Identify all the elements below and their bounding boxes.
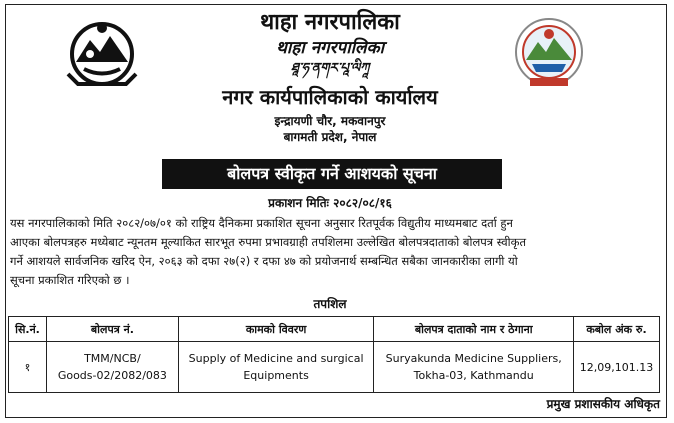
bid-no-line: TMM/NCB/ (84, 352, 141, 365)
description-line: Supply of Medicine and surgical (188, 352, 364, 365)
notice-title-banner: बोलपत्र स्वीकृत गर्ने आशयको सूचना (162, 159, 502, 189)
cell-bidder (374, 342, 574, 393)
address-line-1: इन्द्रायणी चौर, मकवानपुर (274, 114, 386, 128)
publish-date: प्रकाशन मितिः २०८२/०८/१६ (268, 196, 392, 210)
tender-table (8, 316, 660, 393)
municipality-title-local-script: थाहा नगरपालिका (275, 38, 385, 58)
bidder-line: Tokha-03, Kathmandu (413, 369, 534, 382)
bid-no-line: Goods-02/2082/083 (57, 369, 167, 382)
municipality-title: थाहा नगरपालिका (260, 10, 400, 35)
col-header-description: कामको विवरण (178, 317, 374, 342)
col-header-sn: सि.नं. (9, 317, 47, 342)
description-line: Equipments (243, 369, 309, 382)
address-line-2: बागमती प्रदेश, नेपाल (283, 130, 377, 144)
cell-description (178, 342, 374, 393)
col-header-bid-no: बोलपत्र नं. (46, 317, 178, 342)
notice-body-line: गर्ने आशयले सार्वजनिक खरिद ऐन, २०६३ को दफा २७(२) र दफा ४७ को प्रयोजनार्थ सम्बन्धित सबैका जानकारीका लागी यो (10, 254, 518, 268)
nepal-emblem-logo (62, 14, 142, 90)
office-title: नगर कार्यपालिकाको कार्यालय (222, 85, 438, 109)
bidder-line: Suryakunda Medicine Suppliers, (385, 352, 562, 365)
notice-body (10, 214, 662, 290)
notice-body-line: आएका बोलपत्रहरु मध्येबाट न्यूनतम मूल्याकित सारभूत रुपमा प्रभावग्राही तपशिलमा उल्लेखित बोलपत्रदाताको बोलपत्र स्वीकृत (10, 235, 527, 249)
cell-amount: 12,09,101.13 (573, 342, 659, 393)
notice-body-line: यस नगरपालिकाको मिति २०८२/०७/०१ को राष्ट्रिय दैनिकमा प्रकाशित सूचना अनुसार रितपूर्वक विद्युतीय माध्यमबाट दर्ता हुन (10, 216, 513, 230)
cell-bid-no (46, 342, 178, 393)
table-title: तपशिल (313, 297, 347, 311)
table-header-row (9, 317, 660, 342)
municipality-title-tibetan: ཐཱ་ཧ་ནགར་པཱ་ལིཀཱ (290, 61, 370, 76)
cell-sn: १ (9, 342, 47, 393)
col-header-amount: कबोल अंक रु. (573, 317, 659, 342)
municipality-logo (512, 14, 586, 92)
table-row (9, 342, 660, 393)
col-header-bidder: बोलपत्र दाताको नाम र ठेगाना (374, 317, 574, 342)
notice-body-line: सूचना प्रकाशित गरिएको छ । (10, 273, 130, 287)
signature-title: प्रमुख प्रशासकीय अधिकृत (546, 397, 660, 411)
